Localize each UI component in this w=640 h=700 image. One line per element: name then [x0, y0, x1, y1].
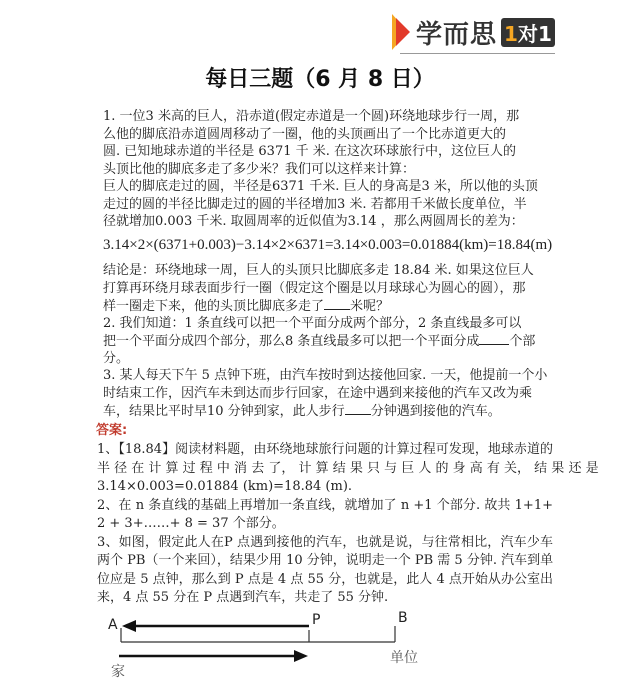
text: 把一个平面分成四个部分，那么8 条直线最多可以把一个平面分成 [103, 334, 480, 349]
text-line: 巨人的脚底走过的圆，半径是6371 千米. 巨人的身高是3 米，所以他的头顶 [103, 179, 538, 194]
text-line: 2. 我们知道：1 条直线可以把一个平面分成两个部分，2 条直线最多可以 [103, 315, 522, 331]
logo-text: 学而思 [416, 19, 498, 50]
text: 车，结果比平时早10 分钟到家，此人步行 [103, 404, 345, 419]
logo-badge-mid: 对 [517, 21, 538, 46]
text: 分钟遇到接他的汽车。 [370, 404, 501, 419]
arrow-right-icon [294, 650, 308, 662]
text: 个部 [509, 334, 536, 349]
answer-line: 来，4 点 55 分在 P 点遇到汽车，共走了 55 分钟. [97, 590, 389, 605]
arrow-left-icon [122, 620, 136, 632]
answer-line: 3.14×0.003=0.01884 (km)=18.84 (m). [97, 479, 353, 494]
text-line: 圆. 已知地球赤道的半径是 6371 千 米. 在这次环球旅行中，这位巨人的 [103, 144, 517, 159]
text-line: 3. 某人每天下午 5 点钟下班，由汽车按时到达接他回家. 一天，他提前一个小 [103, 368, 548, 383]
text-line: 径就增加0.003 千米. 取圆周率的近似值为3.14 ，那么两圆周长的差为： [103, 214, 524, 229]
text-line: 头顶比他的脚底多走了多少米？我们可以这样来计算： [103, 161, 416, 177]
point-a-label: A [108, 617, 118, 633]
text-line: 1. 一位3 米高的巨人，沿赤道(假定赤道是一个圆)环绕地球步行一周，那 [103, 109, 520, 124]
text-line: 分。 [103, 350, 130, 366]
text-line: 打算再环绕月球表面步行一圈（假定这个圈是以月球球心为圆心的圆），那 [103, 280, 526, 296]
page-title: 每日三题（6 月 8 日） [205, 67, 435, 92]
text-line: 结论是：环绕地球一周，巨人的头顶只比脚底多走 18.84 米. 如果这位巨人 [103, 263, 534, 278]
answer-line: 3、如图，假定此人在P 点遇到接他的汽车，也就是说，与往常相比，汽车少车 [97, 534, 553, 550]
logo-badge-1: 1 [504, 21, 518, 46]
text-line: 么他的脚底沿赤道圆周移动了一圈，他的头顶画出了一个比赤道更大的 [103, 126, 507, 142]
answer-line: 位应是 5 点钟，那么到 P 点是 4 点 55 分，也就是，此人 4 点开始从办公室出 [97, 571, 553, 587]
text-line: 走过的圆的半径比脚走过的圆的半径增加3 米. 若都用千米做长度单位，半 [103, 196, 527, 212]
text-line: 时结束工作，因汽车未到达而步行回家，在途中遇到来接他的汽车又改为乘 [103, 385, 533, 401]
answer-line: 2 + 3+……+ 8 = 37 个部分。 [97, 516, 285, 531]
answer-line: 半 径 在 计 算 过 程 中 消 去 了， 计 算 结 果 只 与 巨 人 的 身 高 有 关， 结 果 还 是 [97, 460, 599, 476]
formula: 3.14×2×(6371+0.003)−3.14×2×6371=3.14×0.003=0.01884(km)=18.84(m) [103, 237, 553, 253]
answer-line: 1、【18.84】阅读材料题，由环绕地球旅行问题的计算过程可发现，地球赤道的 [97, 442, 553, 457]
work-label: 单位 [390, 650, 418, 666]
answer-line: 两个 PB（一个来回），结果少用 10 分钟，说明走一个 PB 需 5 分钟. 汽车到单 [97, 553, 554, 568]
point-p-label: P [312, 612, 321, 628]
answer-line: 2、在 n 条直线的基础上再增加一条直线，就增加了 n +1 个部分. 故共 1+1+ [97, 497, 553, 513]
home-label: 家 [111, 664, 125, 680]
answer-heading: 答案: [96, 423, 128, 438]
logo-badge-2: 1 [537, 21, 552, 46]
point-b-label: B [398, 610, 408, 626]
text: 样一圈走下来，他的头顶比脚底多走了 [103, 299, 325, 314]
text: 米呢？ [350, 299, 390, 314]
